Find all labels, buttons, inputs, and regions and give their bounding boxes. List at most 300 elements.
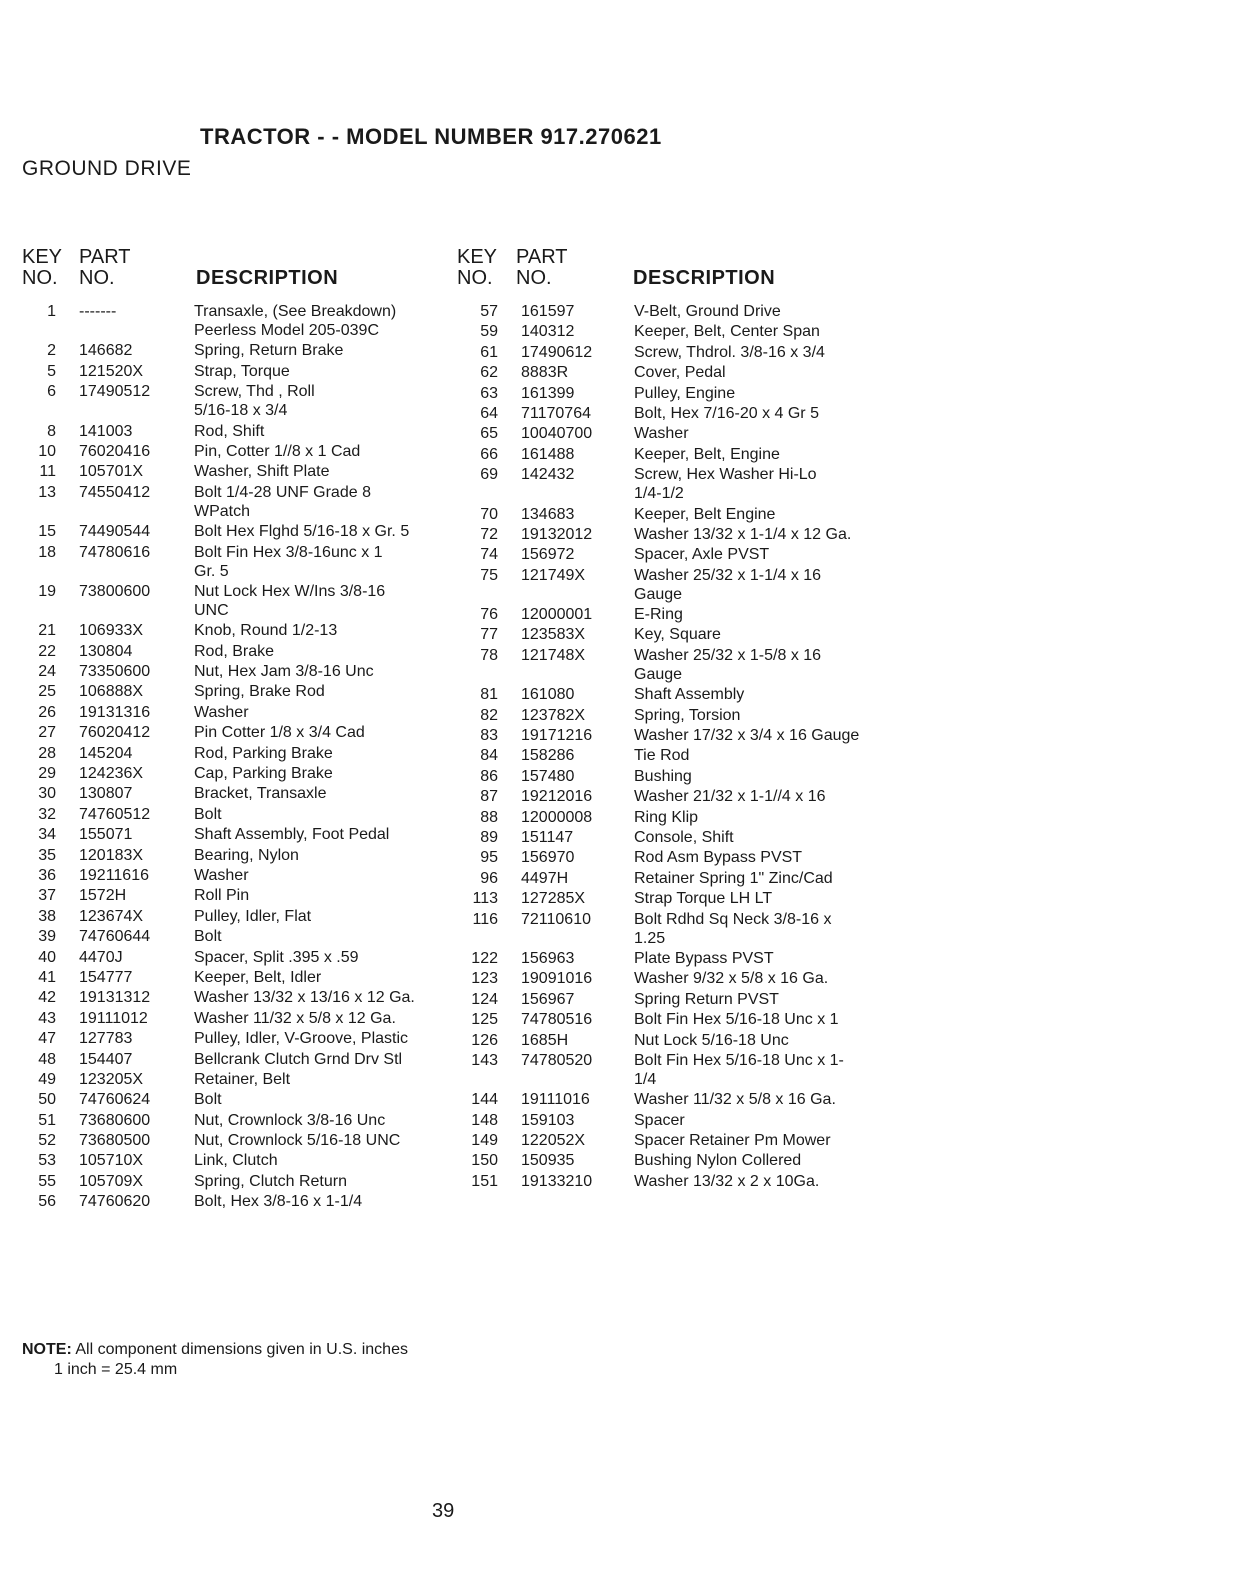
key-number: 57	[480, 303, 498, 320]
part-number: 19171216	[521, 727, 593, 745]
part-description: Rod, Parking Brake	[194, 744, 333, 762]
part-number: 19211616	[79, 866, 149, 884]
key-number: 65	[480, 425, 498, 443]
part-number: 123583X	[521, 626, 586, 644]
key-number: 50	[38, 1091, 56, 1109]
key-number: 74	[480, 546, 498, 564]
part-number: 105701X	[79, 463, 144, 481]
part-number: 12000008	[521, 808, 593, 826]
note-line-2: 1 inch = 25.4 mm	[54, 1361, 178, 1378]
parts-row	[462, 404, 892, 424]
part-description: Bolt Rdhd Sq Neck 3/8-16 x 1.25	[634, 910, 832, 947]
part-description: Rod, Shift	[194, 422, 265, 440]
part-number: 10040700	[521, 425, 593, 443]
part-description: Washer 11/32 x 5/8 x 12 Ga.	[194, 1009, 396, 1027]
key-number: 69	[480, 466, 498, 484]
parts-row	[20, 582, 440, 621]
parts-row	[20, 682, 440, 702]
part-description: Washer 21/32 x 1-1//4 x 16	[634, 788, 826, 806]
key-number: 10	[38, 442, 56, 460]
parts-row	[462, 1111, 892, 1131]
part-number: 123674X	[79, 907, 144, 925]
parts-row	[462, 767, 892, 787]
part-description: Bolt	[194, 805, 222, 823]
parts-row	[462, 1151, 892, 1171]
key-number: 51	[38, 1111, 56, 1129]
key-number: 24	[38, 663, 56, 681]
part-number: 73350600	[79, 663, 151, 681]
part-number: 156972	[521, 546, 575, 564]
parts-row	[20, 1111, 440, 1131]
part-description: Keeper, Belt, Idler	[194, 968, 322, 986]
part-number: 17490512	[79, 383, 151, 401]
key-number: 42	[38, 989, 56, 1007]
parts-row	[20, 886, 440, 906]
key-number: 149	[471, 1132, 498, 1150]
key-number: 151	[471, 1172, 498, 1190]
key-number: 28	[38, 744, 56, 762]
part-number: 76020416	[79, 442, 151, 460]
part-description: Strap, Torque	[194, 362, 290, 380]
part-number: 134683	[521, 505, 575, 523]
parts-row	[462, 343, 892, 363]
parts-row	[462, 384, 892, 404]
parts-row	[20, 723, 440, 743]
part-number: 19131316	[79, 703, 151, 721]
part-description: Spring, Torsion	[634, 706, 741, 724]
parts-row	[462, 302, 892, 322]
part-description: Rod Asm Bypass PVST	[634, 849, 803, 867]
part-description: Nut, Crownlock 3/8-16 Unc	[194, 1111, 386, 1129]
part-number: 127285X	[521, 890, 586, 908]
parts-row	[462, 322, 892, 342]
parts-row	[20, 764, 440, 784]
part-description: Plate Bypass PVST	[634, 949, 774, 967]
key-number: 116	[472, 910, 498, 928]
key-number: 59	[480, 323, 498, 341]
part-number: 159103	[521, 1111, 575, 1129]
section-title: GROUND DRIVE	[22, 157, 192, 180]
key-number: 29	[38, 765, 56, 783]
parts-row	[20, 341, 440, 361]
parts-row	[462, 848, 892, 868]
parts-row	[20, 422, 440, 442]
part-description: Nut, Hex Jam 3/8-16 Unc	[194, 663, 374, 681]
key-no-header-right	[457, 247, 497, 289]
part-description: Tie Rod	[634, 747, 690, 765]
part-description: Spring Return PVST	[634, 990, 779, 1008]
parts-row	[20, 382, 440, 421]
part-number: 74780516	[521, 1011, 593, 1029]
key-number: 6	[47, 383, 56, 401]
parts-row	[462, 605, 892, 625]
parts-row	[462, 1010, 892, 1030]
part-number: 74760512	[79, 805, 151, 823]
key-number: 75	[480, 566, 498, 584]
parts-row	[462, 828, 892, 848]
part-number: 19132012	[521, 525, 593, 543]
part-description: Washer 25/32 x 1-1/4 x 16 Gauge	[634, 566, 822, 603]
key-number: 89	[480, 828, 498, 846]
part-description: Spacer, Split .395 x .59	[194, 948, 359, 966]
key-number: 81	[480, 686, 498, 704]
part-number: 71170764	[521, 404, 591, 422]
parts-row	[462, 525, 892, 545]
part-number: 121520X	[79, 362, 144, 380]
part-number: 106888X	[79, 683, 144, 701]
part-number: 76020412	[79, 724, 151, 742]
parts-row	[20, 825, 440, 845]
parts-row	[462, 445, 892, 465]
parts-row	[20, 642, 440, 662]
part-description: Washer 17/32 x 3/4 x 16 Gauge	[634, 727, 860, 745]
part-description: Spring, Clutch Return	[194, 1172, 347, 1190]
part-description: Spring, Brake Rod	[194, 683, 325, 701]
parts-row	[20, 846, 440, 866]
key-number: 13	[38, 483, 56, 501]
key-number: 34	[38, 826, 56, 844]
parts-row	[462, 1051, 892, 1090]
part-description: V-Belt, Ground Drive	[634, 303, 781, 320]
part-number: 120183X	[79, 846, 144, 864]
part-number: 145204	[79, 744, 133, 762]
part-number: 74780520	[521, 1051, 593, 1069]
key-number: 72	[480, 525, 498, 543]
part-number: 130807	[79, 785, 133, 803]
part-number: 161597	[521, 303, 575, 320]
key-number: 124	[471, 990, 498, 1008]
parts-row	[20, 784, 440, 804]
parts-row	[20, 1070, 440, 1090]
parts-row	[462, 1131, 892, 1151]
parts-row	[20, 988, 440, 1008]
part-number: 123205X	[79, 1070, 144, 1088]
key-number: 122	[471, 949, 498, 967]
key-number: 66	[480, 445, 498, 463]
part-number: 154407	[79, 1050, 133, 1068]
part-description: Bolt, Hex 3/8-16 x 1-1/4	[194, 1193, 363, 1211]
key-number: 70	[480, 505, 498, 523]
part-number: 142432	[521, 466, 575, 484]
part-number: 151147	[521, 828, 574, 846]
parts-row	[462, 889, 892, 909]
part-no-header-right	[516, 247, 568, 289]
part-number: 74760620	[79, 1193, 151, 1211]
part-number: 73680600	[79, 1111, 151, 1129]
part-description: Screw, Hex Washer Hi-Lo 1/4-1/2	[634, 466, 817, 503]
part-number: 161488	[521, 445, 575, 463]
parts-row	[20, 703, 440, 723]
key-number: 40	[38, 948, 56, 966]
part-description: E-Ring	[634, 606, 683, 624]
parts-row	[462, 787, 892, 807]
parts-row	[462, 706, 892, 726]
parts-row	[20, 522, 440, 542]
part-number: 74550412	[79, 483, 151, 501]
part-number: 155071	[79, 826, 133, 844]
part-description: Pin, Cotter 1//8 x 1 Cad	[194, 442, 361, 460]
part-number: 123782X	[521, 706, 586, 724]
key-number: 86	[480, 767, 498, 785]
part-number: 140312	[521, 323, 575, 341]
part-number: 158286	[521, 747, 575, 765]
part-description: Bolt Fin Hex 3/8-16unc x 1 Gr. 5	[194, 543, 383, 580]
parts-row	[462, 646, 892, 685]
key-number: 113	[472, 890, 498, 908]
part-number: 73680500	[79, 1132, 151, 1150]
parts-list-right	[462, 302, 892, 1192]
part-description: Washer	[194, 703, 249, 721]
part-no-header-left	[79, 247, 131, 289]
part-description: Washer	[634, 425, 689, 443]
key-number: 5	[47, 362, 56, 380]
part-description: Screw, Thd , Roll 5/16-18 x 3/4	[194, 383, 315, 420]
part-number: 121748X	[521, 646, 586, 664]
parts-row	[20, 907, 440, 927]
parts-row	[20, 302, 440, 341]
description-header-left: DESCRIPTION	[196, 267, 339, 289]
part-description: Bushing	[634, 767, 692, 785]
parts-row	[20, 927, 440, 947]
key-number: 36	[38, 866, 56, 884]
no-label: NO.	[457, 267, 493, 289]
key-number: 63	[480, 384, 498, 402]
key-label: KEY	[22, 246, 63, 268]
part-number: 157480	[521, 767, 575, 785]
key-number: 56	[38, 1193, 56, 1211]
key-number: 77	[480, 626, 498, 644]
parts-row	[20, 805, 440, 825]
key-number: 61	[480, 343, 498, 361]
part-number: 105710X	[79, 1152, 144, 1170]
part-description: Strap Torque LH LT	[634, 890, 773, 908]
key-number: 27	[38, 724, 56, 742]
parts-row	[462, 869, 892, 889]
key-no-header-left	[22, 247, 62, 289]
part-number: 1572H	[79, 887, 127, 905]
key-number: 76	[480, 606, 498, 624]
key-number: 83	[480, 727, 498, 745]
part-description: Washer 9/32 x 5/8 x 16 Ga.	[634, 970, 829, 988]
parts-row	[20, 948, 440, 968]
part-description: Washer 25/32 x 1-5/8 x 16 Gauge	[634, 646, 822, 683]
key-number: 38	[38, 907, 56, 925]
part-description: Ring Klip	[634, 808, 699, 826]
key-number: 53	[38, 1152, 56, 1170]
key-number: 64	[480, 404, 498, 422]
part-description: Bolt	[194, 1091, 222, 1109]
parts-row	[462, 566, 892, 605]
part-number: 19111012	[79, 1009, 148, 1027]
part-number: 150935	[521, 1152, 575, 1170]
part-number: 74760624	[79, 1091, 151, 1109]
parts-row	[20, 462, 440, 482]
part-number: 161080	[521, 686, 575, 704]
key-number: 15	[38, 523, 56, 541]
part-description: Key, Square	[634, 626, 721, 644]
part-number: 130804	[79, 642, 133, 660]
part-description: Pulley, Idler, Flat	[194, 907, 312, 925]
part-description: Spacer, Axle PVST	[634, 546, 770, 564]
key-number: 96	[480, 869, 498, 887]
part-description: Washer 13/32 x 13/16 x 12 Ga.	[194, 989, 415, 1007]
page-title: TRACTOR - - MODEL NUMBER 917.270621	[200, 124, 662, 149]
part-description: Bolt Hex Flghd 5/16-18 x Gr. 5	[194, 523, 410, 541]
parts-row	[20, 1192, 440, 1212]
key-number: 123	[471, 970, 498, 988]
key-number: 47	[38, 1030, 56, 1048]
part-number: 106933X	[79, 622, 144, 640]
key-number: 21	[38, 622, 56, 640]
parts-row	[462, 424, 892, 444]
part-description: Bracket, Transaxle	[194, 785, 327, 803]
key-number: 126	[471, 1031, 498, 1049]
key-number: 48	[38, 1050, 56, 1068]
key-number: 26	[38, 703, 56, 721]
part-description: Washer 13/32 x 1-1/4 x 12 Ga.	[634, 525, 852, 543]
part-description: Bolt Fin Hex 5/16-18 Unc x 1- 1/4	[634, 1051, 844, 1088]
part-number: 19212016	[521, 788, 593, 806]
part-description: Bushing Nylon Collered	[634, 1152, 802, 1170]
parts-row	[462, 990, 892, 1010]
key-number: 148	[471, 1111, 498, 1129]
parts-row	[20, 1131, 440, 1151]
part-number: 156967	[521, 990, 575, 1008]
part-description: Washer 13/32 x 2 x 10Ga.	[634, 1172, 820, 1190]
part-description: Bellcrank Clutch Grnd Drv Stl	[194, 1050, 403, 1068]
key-number: 55	[38, 1172, 56, 1190]
part-description: Link, Clutch	[194, 1152, 278, 1170]
part-description: Washer	[194, 866, 249, 884]
key-number: 125	[471, 1011, 498, 1029]
part-description: Bearing, Nylon	[194, 846, 299, 864]
key-number: 30	[38, 785, 56, 803]
parts-row	[20, 1172, 440, 1192]
part-description: Pin Cotter 1/8 x 3/4 Cad	[194, 724, 365, 742]
parts-row	[20, 1029, 440, 1049]
part-label: PART	[516, 246, 568, 268]
parts-row	[462, 726, 892, 746]
key-number: 95	[480, 849, 498, 867]
parts-row	[20, 483, 440, 522]
part-description: Bolt Fin Hex 5/16-18 Unc x 1	[634, 1011, 839, 1029]
parts-row	[20, 744, 440, 764]
parts-row	[462, 949, 892, 969]
key-number: 62	[480, 364, 498, 382]
part-number: 4470J	[79, 948, 123, 966]
key-number: 88	[480, 808, 498, 826]
key-number: 37	[38, 887, 56, 905]
parts-row	[462, 1172, 892, 1192]
parts-row	[462, 969, 892, 989]
part-number: 73800600	[79, 582, 151, 600]
key-number: 52	[38, 1132, 56, 1150]
key-number: 2	[47, 342, 56, 360]
part-number: 124236X	[79, 765, 144, 783]
part-description: Bolt, Hex 7/16-20 x 4 Gr 5	[634, 404, 819, 422]
note-line-1: All component dimensions given in U.S. inches	[75, 1341, 408, 1358]
note-label: NOTE:	[22, 1341, 72, 1358]
parts-row	[462, 685, 892, 705]
parts-row	[20, 866, 440, 886]
parts-row	[20, 662, 440, 682]
parts-row	[20, 362, 440, 382]
no-label: NO.	[22, 267, 58, 289]
key-number: 1	[47, 303, 56, 320]
parts-row	[462, 1031, 892, 1051]
part-number: 1685H	[521, 1031, 569, 1049]
part-number: 141003	[79, 422, 133, 440]
description-header-right: DESCRIPTION	[633, 267, 776, 289]
part-number: 12000001	[521, 606, 593, 624]
key-number: 8	[47, 422, 56, 440]
part-description: Screw, Thdrol. 3/8-16 x 3/4	[634, 343, 825, 361]
part-description: Pulley, Engine	[634, 384, 736, 402]
parts-row	[462, 1090, 892, 1110]
part-description: Spacer	[634, 1111, 685, 1129]
part-description: Spacer Retainer Pm Mower	[634, 1132, 831, 1150]
part-number: -------	[79, 303, 117, 320]
key-number: 84	[480, 747, 498, 765]
key-number: 144	[471, 1091, 498, 1109]
parts-row	[20, 621, 440, 641]
part-description: Spring, Return Brake	[194, 342, 344, 360]
parts-row	[462, 465, 892, 504]
part-description: Bolt	[194, 928, 222, 946]
key-number: 49	[38, 1070, 56, 1088]
key-number: 11	[39, 463, 56, 481]
part-description: Shaft Assembly, Foot Pedal	[194, 826, 390, 844]
parts-row	[462, 746, 892, 766]
key-number: 35	[38, 846, 56, 864]
page-number: 39	[432, 1500, 455, 1522]
part-description: Knob, Round 1/2-13	[194, 622, 338, 640]
part-description: Keeper, Belt, Center Span	[634, 323, 820, 341]
part-description: Nut Lock Hex W/Ins 3/8-16 UNC	[194, 582, 386, 619]
no-label: NO.	[516, 267, 552, 289]
part-description: Retainer, Belt	[194, 1070, 291, 1088]
part-label: PART	[79, 246, 131, 268]
parts-row	[20, 1151, 440, 1171]
key-number: 41	[38, 968, 56, 986]
part-number: 74780616	[79, 543, 151, 561]
part-number: 4497H	[521, 869, 569, 887]
key-number: 25	[38, 683, 56, 701]
part-description: Cover, Pedal	[634, 364, 726, 382]
parts-row	[20, 543, 440, 582]
part-description: Keeper, Belt Engine	[634, 505, 776, 523]
key-number: 143	[471, 1051, 498, 1069]
key-number: 39	[38, 928, 56, 946]
parts-list-left	[20, 302, 440, 1213]
part-number: 161399	[521, 384, 575, 402]
parts-row	[20, 1090, 440, 1110]
parts-row	[20, 442, 440, 462]
part-number: 74760644	[79, 928, 151, 946]
key-number: 150	[471, 1152, 498, 1170]
parts-row	[20, 1009, 440, 1029]
parts-row	[20, 968, 440, 988]
part-description: Pulley, Idler, V-Groove, Plastic	[194, 1030, 409, 1048]
part-number: 146682	[79, 342, 133, 360]
parts-row	[462, 910, 892, 949]
key-number: 18	[38, 543, 56, 561]
part-description: Cap, Parking Brake	[194, 765, 333, 783]
part-description: Washer 11/32 x 5/8 x 16 Ga.	[634, 1091, 836, 1109]
part-number: 19133210	[521, 1172, 593, 1190]
part-description: Nut, Crownlock 5/16-18 UNC	[194, 1132, 401, 1150]
part-number: 19131312	[79, 989, 151, 1007]
